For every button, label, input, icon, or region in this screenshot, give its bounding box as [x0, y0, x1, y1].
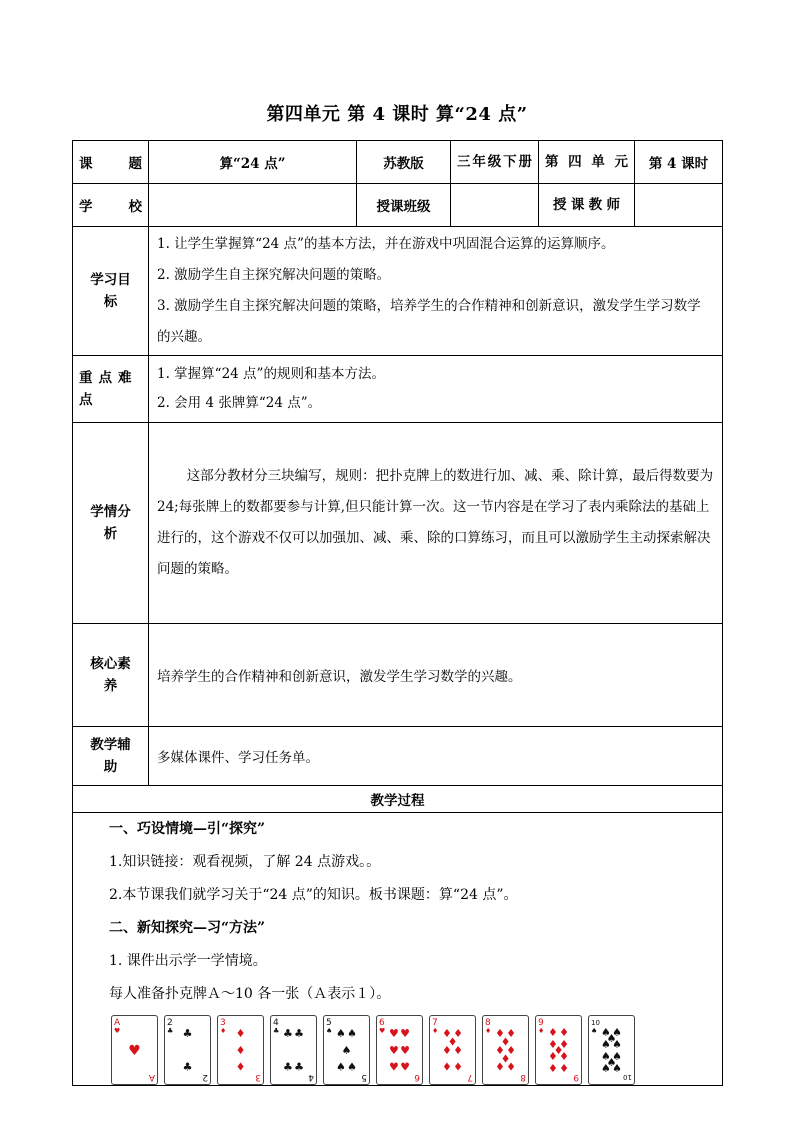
class-label: 授课班级 — [357, 184, 451, 227]
diamond-icon: ♦ — [220, 1027, 227, 1035]
spade-pip-icon: ♠ — [612, 1049, 623, 1063]
process-item: 1.知识链接：观看视频，了解 24 点游戏。。 — [109, 854, 381, 870]
diamond-pip-icon: ♦ — [453, 1043, 464, 1057]
spade-pip-icon: ♠ — [606, 1055, 617, 1069]
core-label: 核心素养 — [73, 624, 149, 727]
card-face — [589, 1016, 634, 1084]
spade-pip-icon: ♠ — [335, 1060, 346, 1074]
process-content — [73, 813, 723, 1086]
spade-icon: ♠ — [326, 1027, 333, 1035]
card-rank: 10 — [591, 1019, 600, 1027]
card-rank: 8 — [485, 1018, 491, 1028]
lesson-number: 第 4 课时 — [635, 141, 723, 184]
grade: 三年级下册 — [451, 141, 539, 184]
playing-card — [429, 1015, 476, 1085]
heart-icon: ♥ — [379, 1027, 386, 1035]
diamond-pip-icon: ♦ — [494, 1043, 505, 1057]
goals-row — [73, 227, 723, 356]
card-rank: A — [114, 1018, 121, 1028]
diamond-pip-icon: ♦ — [547, 1061, 558, 1075]
card-rank: 3 — [255, 1072, 261, 1082]
publisher: 苏教版 — [357, 141, 451, 184]
heart-pip-icon: ♥ — [400, 1027, 411, 1041]
analysis-label: 学情分析 — [73, 423, 149, 624]
spade-pip-icon: ♠ — [606, 1031, 617, 1045]
card-face — [430, 1016, 475, 1084]
spade-pip-icon: ♠ — [600, 1049, 611, 1063]
card-rank: 6 — [414, 1072, 420, 1082]
diamond-pip-icon: ♦ — [494, 1027, 505, 1041]
card-rank: 9 — [538, 1018, 544, 1028]
spade-pip-icon: ♠ — [612, 1025, 623, 1039]
diamond-pip-icon: ♦ — [447, 1035, 458, 1049]
lesson-plan-table — [72, 140, 723, 1086]
process-item: 1. 课件出示学一学情境。 — [109, 953, 267, 969]
card-rank: 2 — [167, 1018, 173, 1028]
section-heading: 一、巧设情境—引“探究” — [109, 821, 266, 837]
diamond-pip-icon: ♦ — [553, 1043, 564, 1057]
process-heading: 教学过程 — [73, 786, 723, 813]
spade-pip-icon: ♠ — [335, 1027, 346, 1041]
school-label: 学 校 — [73, 184, 149, 227]
school-value — [149, 184, 357, 227]
heart-pip-icon: ♥ — [388, 1027, 399, 1041]
card-rank: 4 — [273, 1018, 279, 1028]
card-rank: A — [148, 1072, 155, 1082]
heart-pip-icon: ♥ — [128, 1042, 141, 1059]
playing-card — [482, 1015, 529, 1085]
spade-pip-icon: ♠ — [347, 1060, 358, 1074]
goal-item: 3. 激励学生自主探究解决问题的策略，培养学生的合作精神和创新意识，激发学生学习数学的兴趣。 — [157, 298, 701, 345]
key-points-label: 重点难点 — [73, 356, 149, 423]
diamond-icon: ♦ — [432, 1027, 439, 1035]
spade-pip-icon: ♠ — [600, 1037, 611, 1051]
card-rank: 9 — [573, 1072, 579, 1082]
core-row — [73, 624, 723, 727]
card-face — [483, 1016, 528, 1084]
analysis-cell — [149, 423, 723, 624]
diamond-pip-icon: ♦ — [559, 1025, 570, 1039]
topic-value: 算“24 点” — [149, 141, 357, 184]
spade-pip-icon: ♠ — [341, 1043, 352, 1057]
aids-row — [73, 727, 723, 786]
card-face — [536, 1016, 581, 1084]
card-rank: 6 — [379, 1018, 385, 1028]
diamond-icon: ♦ — [538, 1027, 545, 1035]
club-pip-icon: ♣ — [294, 1060, 305, 1074]
club-pip-icon: ♣ — [182, 1027, 193, 1041]
spade-pip-icon: ♠ — [612, 1061, 623, 1075]
key-points-row — [73, 356, 723, 423]
aids-text: 多媒体课件、学习任务单。 — [149, 727, 723, 786]
club-pip-icon: ♣ — [294, 1027, 305, 1041]
diamond-pip-icon: ♦ — [506, 1027, 517, 1041]
card-rank: 2 — [202, 1072, 208, 1082]
card-face — [218, 1016, 263, 1084]
playing-card — [323, 1015, 370, 1085]
playing-card — [270, 1015, 317, 1085]
goals-content — [149, 227, 723, 356]
topic-label: 课 题 — [73, 141, 149, 184]
heart-pip-icon: ♥ — [400, 1060, 411, 1074]
playing-card — [376, 1015, 423, 1085]
goals-label: 学习目标 — [73, 227, 149, 356]
diamond-pip-icon: ♦ — [559, 1061, 570, 1075]
spade-icon: ♠ — [591, 1027, 598, 1035]
diamond-pip-icon: ♦ — [506, 1060, 517, 1074]
diamond-pip-icon: ♦ — [547, 1025, 558, 1039]
club-pip-icon: ♣ — [182, 1060, 193, 1074]
diamond-pip-icon: ♦ — [559, 1049, 570, 1063]
diamond-pip-icon: ♦ — [441, 1060, 452, 1074]
goal-item: 1. 让学生掌握算“24 点”的基本方法，并在游戏中巩固混合运算的运算顺序。 — [157, 236, 615, 252]
diamond-pip-icon: ♦ — [235, 1043, 246, 1057]
teacher-value — [635, 184, 723, 227]
playing-cards — [111, 1015, 716, 1085]
card-face — [324, 1016, 369, 1084]
card-rank: 5 — [361, 1072, 367, 1082]
section-heading: 二、新知探究—习“方法” — [109, 920, 266, 936]
spade-pip-icon: ♠ — [600, 1025, 611, 1039]
club-icon: ♣ — [167, 1027, 174, 1035]
card-rank: 7 — [467, 1072, 473, 1082]
diamond-pip-icon: ♦ — [500, 1035, 511, 1049]
analysis-text: 这部分教材分三块编写，规则：把扑克牌上的数进行加、减、乘、除计算，最后得数要为 24;每张牌上的数都要参与计算,但只能计算一次。这一节内容是在学习了表内乘除法的基础上进行的，这个游戏不仅可以加强加、减、乘、除的口算练习，而且可以激励学生主动探索解决问题的策略。 — [157, 468, 714, 577]
spade-pip-icon: ♠ — [612, 1037, 623, 1051]
club-icon: ♣ — [273, 1027, 280, 1035]
process-heading-row — [73, 786, 723, 813]
card-rank: 4 — [308, 1072, 314, 1082]
process-row — [73, 813, 723, 1086]
header-row-topic — [73, 141, 723, 184]
diamond-pip-icon: ♦ — [547, 1049, 558, 1063]
diamond-pip-icon: ♦ — [235, 1060, 246, 1074]
teacher-label: 授课教师 — [539, 184, 635, 227]
process-item: 2.本节课我们就学习关于“24 点”的知识。板书课题：算“24 点”。 — [109, 887, 518, 903]
card-face — [271, 1016, 316, 1084]
club-pip-icon: ♣ — [282, 1027, 293, 1041]
card-rank: 3 — [220, 1018, 226, 1028]
page-title: 第四单元 第 4 课时 算“24 点” — [266, 104, 528, 125]
spade-pip-icon: ♠ — [347, 1027, 358, 1041]
heart-pip-icon: ♥ — [388, 1060, 399, 1074]
playing-card — [164, 1015, 211, 1085]
card-face — [165, 1016, 210, 1084]
heart-pip-icon: ♥ — [400, 1043, 411, 1057]
core-text: 培养学生的合作精神和创新意识，激发学生学习数学的兴趣。 — [149, 624, 723, 727]
card-rank: 5 — [326, 1018, 332, 1028]
diamond-pip-icon: ♦ — [547, 1037, 558, 1051]
diamond-pip-icon: ♦ — [453, 1027, 464, 1041]
card-rank: 7 — [432, 1018, 438, 1028]
heart-icon: ♥ — [114, 1027, 121, 1035]
diamond-pip-icon: ♦ — [494, 1060, 505, 1074]
goal-item: 2. 激励学生自主探究解决问题的策略。 — [157, 267, 391, 283]
diamond-icon: ♦ — [485, 1027, 492, 1035]
diamond-pip-icon: ♦ — [235, 1027, 246, 1041]
class-value — [451, 184, 539, 227]
playing-card — [111, 1015, 158, 1085]
process-item: 每人准备扑克牌Ａ～10 各一张（Ａ表示１）。 — [109, 986, 391, 1002]
playing-card — [535, 1015, 582, 1085]
card-rank: 10 — [623, 1073, 632, 1081]
spade-pip-icon: ♠ — [600, 1061, 611, 1075]
key-point-item: 1. 掌握算“24 点”的规则和基本方法。 — [157, 366, 385, 382]
club-pip-icon: ♣ — [282, 1060, 293, 1074]
card-face — [377, 1016, 422, 1084]
analysis-row — [73, 423, 723, 624]
playing-card — [588, 1015, 635, 1085]
card-rank: 8 — [520, 1072, 526, 1082]
diamond-pip-icon: ♦ — [453, 1060, 464, 1074]
diamond-pip-icon: ♦ — [441, 1027, 452, 1041]
diamond-pip-icon: ♦ — [559, 1037, 570, 1051]
card-face — [112, 1016, 157, 1084]
aids-label: 教学辅助 — [73, 727, 149, 786]
header-row-school — [73, 184, 723, 227]
diamond-pip-icon: ♦ — [441, 1043, 452, 1057]
heart-pip-icon: ♥ — [388, 1043, 399, 1057]
unit: 第四单元 — [539, 141, 635, 184]
key-point-item: 2. 会用 4 张牌算“24 点”。 — [157, 395, 322, 411]
playing-card — [217, 1015, 264, 1085]
diamond-pip-icon: ♦ — [506, 1043, 517, 1057]
diamond-pip-icon: ♦ — [500, 1052, 511, 1066]
key-points-content — [149, 356, 723, 423]
